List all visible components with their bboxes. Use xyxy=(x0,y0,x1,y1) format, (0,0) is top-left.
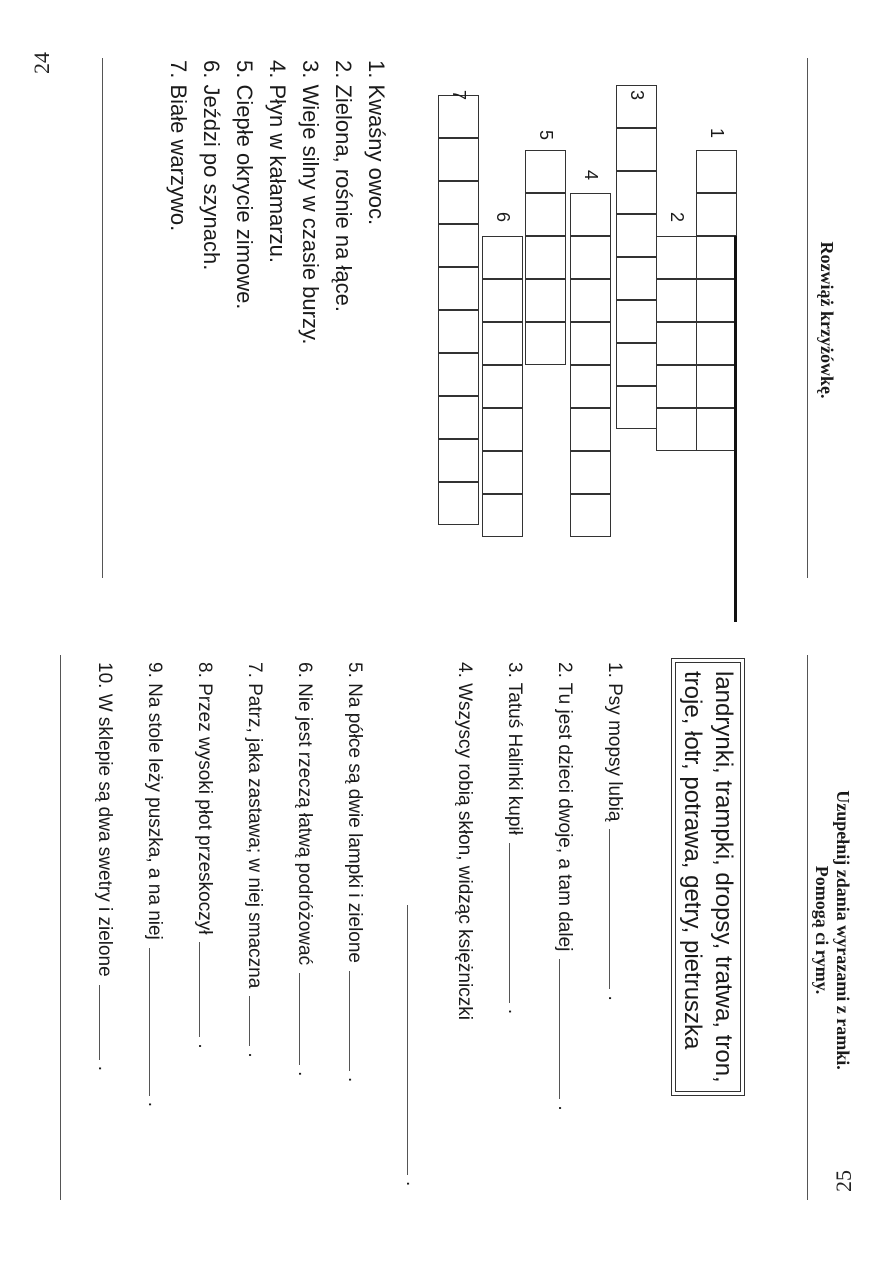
crossword-cell-3-4[interactable] xyxy=(616,214,657,257)
sentence-8-period: . xyxy=(194,1043,215,1049)
crossword-cell-7-7[interactable] xyxy=(438,353,479,396)
sentence-5-period: . xyxy=(344,1077,365,1083)
word-box xyxy=(671,658,745,1096)
sentence-3-text: 3. Tatuś Halinki kupił xyxy=(504,662,525,835)
sentence-7-period: . xyxy=(244,1052,265,1058)
exercise-title xyxy=(811,740,853,1120)
crossword-cell-4-4[interactable] xyxy=(570,322,611,365)
sentence-4-text: 4. Wszyscy robią skłon, widząc księżniczki xyxy=(454,662,475,1020)
answer-blank-2[interactable] xyxy=(559,959,561,1099)
word-box-line-2: troje, łotr, potrawa, getry, pietruszka xyxy=(679,671,706,1050)
word-box-line-1: landrynki, trampki, dropsy, tratwa, tron, xyxy=(710,671,737,1083)
crossword-cell-1-2[interactable] xyxy=(696,193,737,236)
crossword-cell-6-1[interactable] xyxy=(482,236,523,279)
crossword-cell-3-5[interactable] xyxy=(616,257,657,300)
crossword-cell-6-4[interactable] xyxy=(482,365,523,408)
crossword-cell-5-3[interactable] xyxy=(525,236,566,279)
page-number-right: 25 xyxy=(831,1170,856,1192)
crossword-number-4: 4 xyxy=(581,170,601,181)
clue-3: 3. Wieje silny w czasie burzy. xyxy=(298,60,323,345)
exercise-title-line-1: Uzupełnij zdania wyrazami z ramki. xyxy=(833,790,853,1070)
sentence-1-text: 1. Psy mopsy lubią xyxy=(604,662,625,822)
sentence-9-period: . xyxy=(144,1101,165,1108)
crossword-cell-7-3[interactable] xyxy=(438,181,479,224)
crossword-cell-4-7[interactable] xyxy=(570,451,611,494)
crossword-title: Rozwiąż krzyżówkę. xyxy=(817,241,837,399)
clue-6: 6. Jeździ po szynach. xyxy=(199,60,224,271)
left-top-rule xyxy=(807,58,808,578)
crossword-cell-4-1[interactable] xyxy=(570,193,611,236)
sentence-9-text: 9. Na stole leży puszka, a na niej xyxy=(144,662,165,940)
crossword-number-6: 6 xyxy=(493,212,513,223)
crossword-number-5: 5 xyxy=(536,130,556,141)
sentence-10-period: . xyxy=(94,1065,115,1071)
crossword-cell-5-2[interactable] xyxy=(525,193,566,236)
crossword-cell-5-4[interactable] xyxy=(525,279,566,322)
sentence-2-period: . xyxy=(554,1105,575,1111)
sentence-2-text: 2. Tu jest dzieci dwoje, a tam dalej xyxy=(554,662,575,952)
crossword-cell-2-1[interactable] xyxy=(656,236,697,279)
answer-blank-1[interactable] xyxy=(609,829,611,989)
crossword-cell-3-6[interactable] xyxy=(616,300,657,343)
crossword-cell-2-5[interactable] xyxy=(656,408,697,451)
crossword-cell-2-3[interactable] xyxy=(656,322,697,365)
clue-list xyxy=(162,60,393,344)
crossword-cell-3-7[interactable] xyxy=(616,343,657,386)
crossword-cell-4-2[interactable] xyxy=(570,236,611,279)
sentence-10 xyxy=(93,662,115,1071)
crossword-cell-4-6[interactable] xyxy=(570,408,611,451)
crossword-cell-6-2[interactable] xyxy=(482,279,523,322)
clue-2: 2. Zielona, rośnie na łące. xyxy=(331,60,356,312)
crossword-cell-1-4[interactable] xyxy=(696,279,737,322)
answer-blank-4[interactable] xyxy=(407,905,409,1175)
crossword-cell-4-3[interactable] xyxy=(570,279,611,322)
crossword-cell-3-8[interactable] xyxy=(616,386,657,429)
crossword-cell-1-6[interactable] xyxy=(696,365,737,408)
crossword-cell-6-5[interactable] xyxy=(482,408,523,451)
crossword-cell-7-6[interactable] xyxy=(438,310,479,353)
crossword-number-1: 1 xyxy=(707,128,727,139)
sentence-6-period: . xyxy=(294,1071,315,1077)
sentence-8 xyxy=(193,662,215,1049)
answer-blank-8[interactable] xyxy=(199,942,201,1037)
answer-blank-3[interactable] xyxy=(509,843,511,1003)
clue-4: 4. Płyn w kałamarzu. xyxy=(265,60,290,263)
sentence-2 xyxy=(553,662,575,1111)
crossword-number-2: 2 xyxy=(667,212,687,223)
clue-5: 5. Ciepłe okrycie zimowe. xyxy=(232,60,257,310)
page-number-left: 24 xyxy=(29,52,54,74)
sentence-5 xyxy=(343,662,365,1082)
exercise-title-line-2: Pomogą ci rymy. xyxy=(812,865,832,995)
crossword-cell-5-5[interactable] xyxy=(525,322,566,365)
clue-1: 1. Kwaśny owoc. xyxy=(364,60,389,226)
crossword-cell-3-2[interactable] xyxy=(616,128,657,171)
crossword-cell-7-4[interactable] xyxy=(438,224,479,267)
crossword-cell-5-1[interactable] xyxy=(525,150,566,193)
left-bottom-rule xyxy=(102,58,103,578)
sentence-7 xyxy=(243,662,265,1058)
crossword-number-3: 3 xyxy=(627,90,647,101)
crossword-cell-2-4[interactable] xyxy=(656,365,697,408)
crossword-cell-7-2[interactable] xyxy=(438,138,479,181)
sentence-1-period: . xyxy=(604,995,625,1001)
sentence-3-period: . xyxy=(504,1008,525,1015)
right-top-rule xyxy=(807,655,808,1200)
crossword-cell-4-5[interactable] xyxy=(570,365,611,408)
sentence-8-text: 8. Przez wysoki płot przeskoczył xyxy=(194,662,215,935)
solution-band-bottom xyxy=(734,322,737,622)
crossword-cell-6-3[interactable] xyxy=(482,322,523,365)
answer-blank-7[interactable] xyxy=(249,996,251,1046)
crossword-cell-7-5[interactable] xyxy=(438,267,479,310)
crossword-cell-7-8[interactable] xyxy=(438,396,479,439)
crossword-cell-6-7[interactable] xyxy=(482,494,523,537)
sentence-10-text: 10. W sklepie są dwa swetry i zielone xyxy=(94,662,115,977)
crossword-cell-3-3[interactable] xyxy=(616,171,657,214)
clue-7: 7. Białe warzywo. xyxy=(166,60,191,232)
answer-blank-10[interactable] xyxy=(99,985,101,1060)
crossword-cell-2-2[interactable] xyxy=(656,279,697,322)
crossword-cell-7-1[interactable] xyxy=(438,95,479,138)
sentence-4-continuation xyxy=(401,905,423,1186)
sentence-6-text: 6. Nie jest rzeczą łatwą podróżować xyxy=(294,662,315,966)
crossword-cell-1-7[interactable] xyxy=(696,408,737,451)
crossword-cell-1-1[interactable] xyxy=(696,150,737,193)
sentence-1 xyxy=(603,662,625,1001)
answer-blank-5[interactable] xyxy=(349,971,351,1071)
crossword-cell-7-10[interactable] xyxy=(438,482,479,525)
sentence-9 xyxy=(143,662,165,1107)
crossword-number-7: 7 xyxy=(449,90,469,101)
crossword-cell-7-9[interactable] xyxy=(438,439,479,482)
answer-blank-6[interactable] xyxy=(299,973,301,1065)
sentence-6 xyxy=(293,662,315,1076)
crossword-cell-1-5[interactable] xyxy=(696,322,737,365)
right-bottom-rule xyxy=(60,655,61,1200)
sentence-4 xyxy=(453,662,475,1020)
sentence-7-text: 7. Patrz, jaka zastawa; w niej smaczna xyxy=(244,662,265,989)
crossword-cell-6-6[interactable] xyxy=(482,451,523,494)
crossword-cell-4-8[interactable] xyxy=(570,494,611,537)
answer-blank-9[interactable] xyxy=(149,948,151,1096)
sentence-4-period: . xyxy=(402,1181,423,1187)
sentence-5-text: 5. Na półce są dwie lampki i zielone xyxy=(344,662,365,963)
sentence-3 xyxy=(503,662,525,1014)
crossword-cell-1-3[interactable] xyxy=(696,236,737,279)
